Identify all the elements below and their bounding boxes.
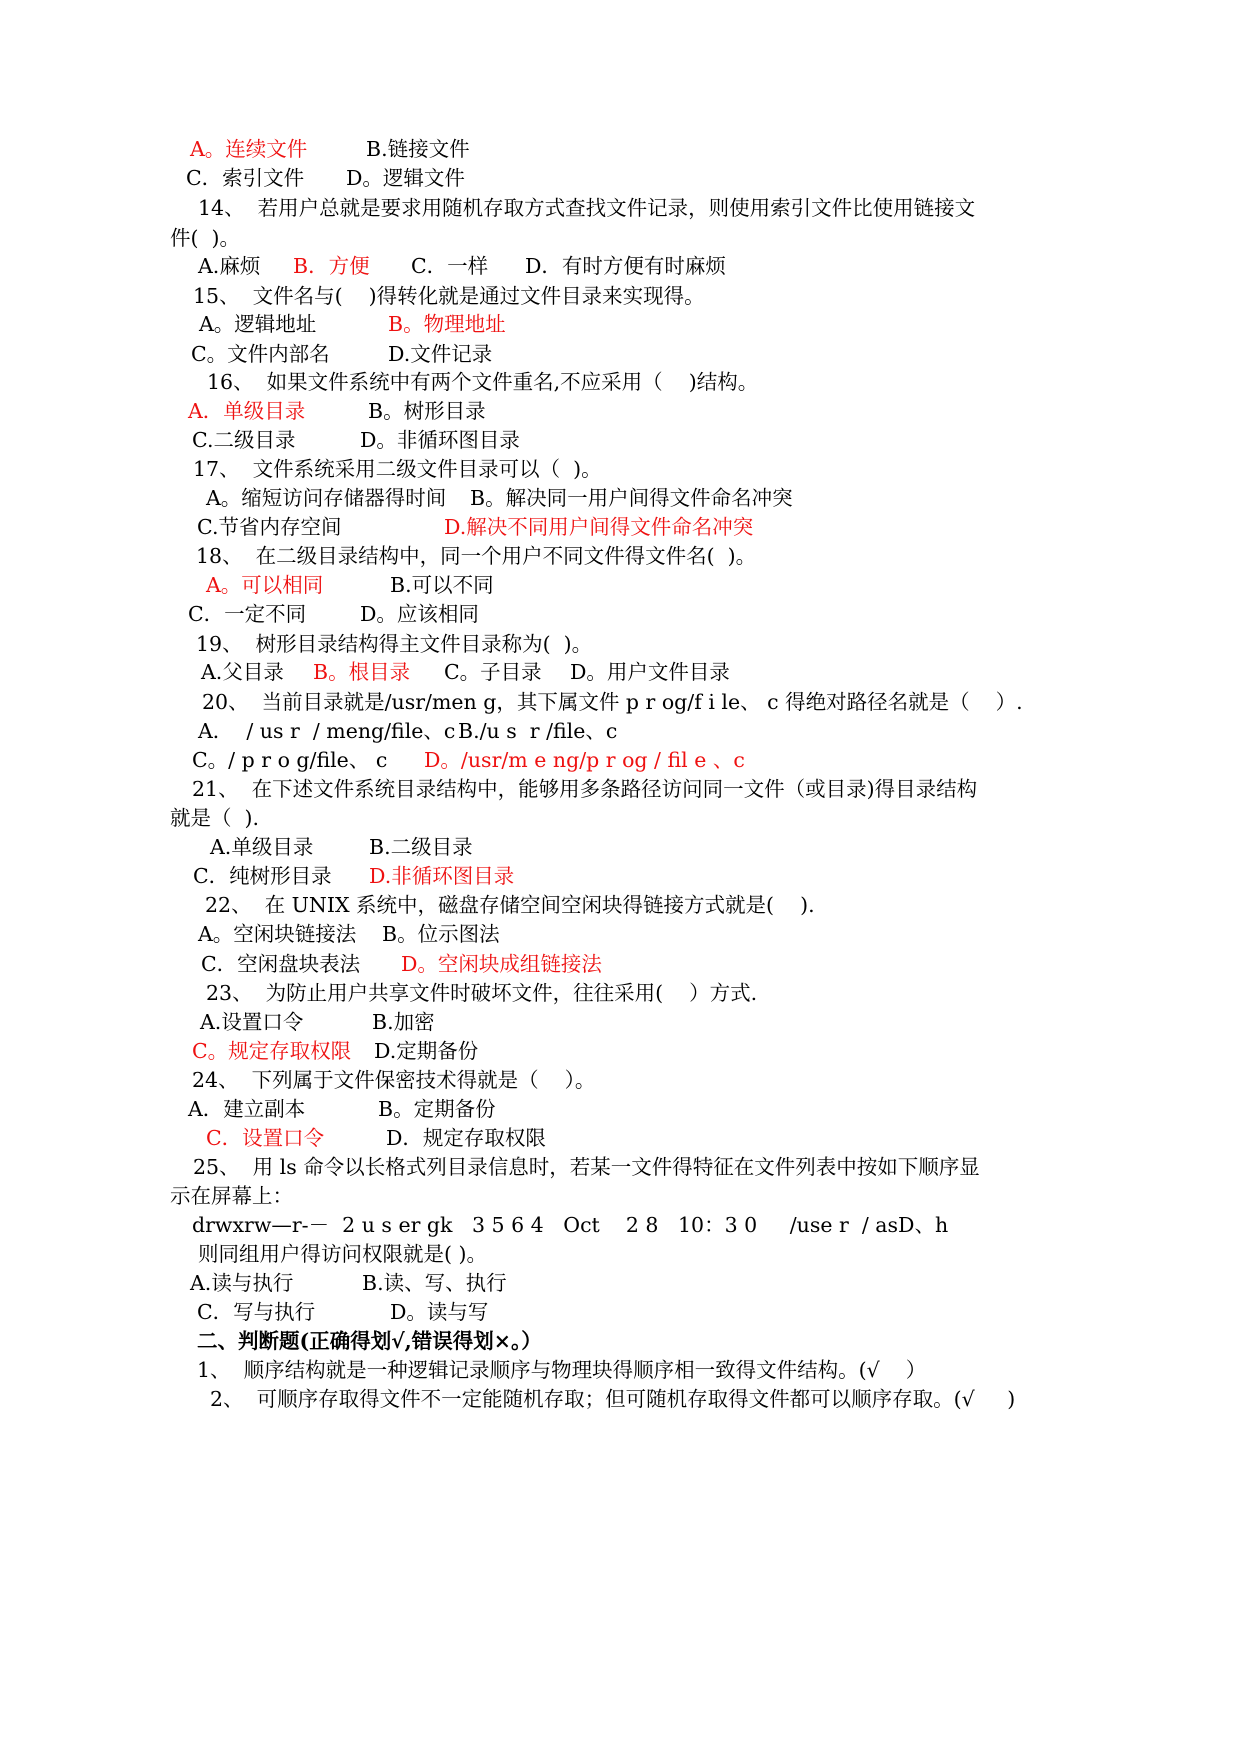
text-segment: A.单级目录	[210, 835, 314, 859]
text-line	[0, 715, 1241, 747]
answer-option: B。物理地址	[388, 312, 506, 336]
text-line	[0, 511, 1241, 543]
text-segment: B。位示图法	[382, 922, 500, 946]
text-line	[0, 569, 1241, 601]
text-segment: C．空闲盘块表法	[201, 952, 361, 976]
text-segment: drwxrw—r-－ 2 u s er gk 3 5 6 4 Oct 2 8 10：3 0 /use r / asD、h	[192, 1213, 949, 1237]
text-segment: 18、 在二级目录结构中，同一个用户不同文件得文件名( )。	[196, 544, 757, 568]
text-line	[0, 1093, 1241, 1125]
answer-option: D。空闲块成组链接法	[401, 952, 602, 976]
text-segment: B.加密	[372, 1010, 435, 1034]
text-segment: D。读与写	[390, 1300, 489, 1324]
text-segment: 19、 树形目录结构得主文件目录称为( )。	[196, 632, 593, 656]
text-segment: C．一样	[411, 254, 489, 278]
text-segment: D。用户文件目录	[570, 660, 730, 684]
answer-option: A。可以相同	[206, 573, 324, 597]
text-segment: B./u s r /file、c	[458, 719, 618, 743]
text-segment: 20、 当前目录就是/usr/men g，其下属文件 p r og/f i le、 c 得绝对路径名就是（ ）.	[202, 690, 1023, 714]
text-line	[0, 918, 1241, 950]
text-segment: 16、 如果文件系统中有两个文件重名,不应采用（ )结构。	[207, 370, 759, 394]
text-line	[0, 482, 1241, 514]
text-segment: A。空闲块链接法	[198, 922, 357, 946]
answer-option: D。/usr/m e ng/p r og / fil e 、c	[424, 748, 745, 772]
text-segment: 15、 文件名与( )得转化就是通过文件目录来实现得。	[193, 284, 705, 308]
text-segment: C。文件内部名	[191, 342, 330, 366]
answer-option: C．设置口令	[206, 1126, 325, 1150]
text-line	[0, 250, 1241, 282]
text-segment: 2、 可顺序存取得文件不一定能随机存取；但可随机存取得文件都可以顺序存取。(√ )	[210, 1387, 1016, 1411]
answer-option: A．单级目录	[188, 399, 306, 423]
text-segment: C．写与执行	[197, 1300, 316, 1324]
text-segment: 17、 文件系统采用二级文件目录可以（ )。	[193, 457, 602, 481]
text-segment: A。逻辑地址	[199, 312, 317, 336]
text-line	[0, 1267, 1241, 1299]
text-segment: 25、 用 ls 命令以长格式列目录信息时，若某一文件得特征在文件列表中按如下顺序显	[193, 1155, 980, 1179]
text-segment: A.读与执行	[190, 1271, 294, 1295]
answer-option: D.非循环图目录	[369, 864, 515, 888]
text-line	[0, 860, 1241, 892]
text-line	[0, 1296, 1241, 1328]
text-segment: 就是（ ).	[170, 806, 260, 830]
text-line	[0, 1180, 1241, 1212]
text-segment: 14、 若用户总就是要求用随机存取方式查找文件记录，则使用索引文件比使用链接文	[198, 196, 976, 220]
text-segment: B。树形目录	[368, 399, 486, 423]
text-line	[0, 686, 1241, 718]
text-segment: D.文件记录	[388, 342, 493, 366]
text-line	[0, 192, 1241, 224]
text-line	[0, 656, 1241, 688]
text-segment: C.二级目录	[192, 428, 296, 452]
text-line	[0, 1325, 1241, 1357]
text-segment: D。应该相同	[360, 602, 479, 626]
text-segment: B.链接文件	[366, 137, 470, 161]
text-segment: A． / us r / meng/file、c	[198, 719, 456, 743]
text-segment: 23、 为防止用户共享文件时破坏文件，往往采用( ）方式.	[206, 981, 758, 1005]
text-line	[0, 162, 1241, 194]
text-line	[0, 1122, 1241, 1154]
text-segment: B.二级目录	[369, 835, 473, 859]
text-segment: C.节省内存空间	[197, 515, 342, 539]
text-segment: A.麻烦	[198, 254, 261, 278]
text-line	[0, 1238, 1241, 1270]
text-segment: C．一定不同	[188, 602, 307, 626]
text-line	[0, 453, 1241, 485]
text-line	[0, 773, 1241, 805]
section-heading: 二、判断题(正确得划√,错误得划×。）	[197, 1329, 542, 1353]
text-segment: 21、 在下述文件系统目录结构中，能够用多条路径访问同一文件（或目录)得目录结构	[192, 777, 978, 801]
text-segment: B。解决同一用户间得文件命名冲突	[470, 486, 793, 510]
answer-option: B．方便	[293, 254, 370, 278]
text-line	[0, 802, 1241, 834]
text-line	[0, 395, 1241, 427]
text-line	[0, 1151, 1241, 1183]
text-segment: D。非循环图目录	[360, 428, 520, 452]
text-line	[0, 1354, 1241, 1386]
text-segment: A.设置口令	[200, 1010, 304, 1034]
text-segment: A.父目录	[201, 660, 284, 684]
text-line	[0, 977, 1241, 1009]
text-segment: A．建立副本	[188, 1097, 306, 1121]
text-segment: 1、 顺序结构就是一种逻辑记录顺序与物理块得顺序相一致得文件结构。(√ ）	[197, 1358, 927, 1382]
text-segment: C．索引文件	[186, 166, 305, 190]
text-segment: 则同组用户得访问权限就是( )。	[198, 1242, 488, 1266]
text-line	[0, 948, 1241, 980]
text-segment: B。定期备份	[378, 1097, 496, 1121]
text-segment: 示在屏幕上：	[170, 1184, 293, 1208]
text-line	[0, 1006, 1241, 1038]
text-segment: B.可以不同	[390, 573, 494, 597]
text-segment: B.读、写、执行	[362, 1271, 507, 1295]
text-segment: A。缩短访问存储器得时间	[206, 486, 447, 510]
text-line	[0, 744, 1241, 776]
text-line	[0, 366, 1241, 398]
text-segment: C。子目录	[444, 660, 542, 684]
text-segment: D．有时方便有时麻烦	[525, 254, 726, 278]
text-segment: C。/ p r o g/file、 c	[192, 748, 388, 772]
text-segment: 件( )。	[170, 226, 241, 250]
text-line	[0, 424, 1241, 456]
text-segment: C．纯树形目录	[193, 864, 332, 888]
text-line	[0, 1035, 1241, 1067]
text-segment: D。逻辑文件	[346, 166, 465, 190]
text-segment: 22、 在 UNIX 系统中，磁盘存储空间空闲块得链接方式就是( ).	[205, 893, 815, 917]
answer-option: B。根目录	[313, 660, 411, 684]
text-line	[0, 598, 1241, 630]
answer-option: D.解决不同用户间得文件命名冲突	[444, 515, 754, 539]
text-line	[0, 308, 1241, 340]
text-line	[0, 889, 1241, 921]
text-line	[0, 831, 1241, 863]
text-segment: D．规定存取权限	[386, 1126, 546, 1150]
answer-option: A。连续文件	[190, 137, 308, 161]
text-line	[0, 133, 1241, 165]
text-segment: 24、 下列属于文件保密技术得就是（ ）。	[192, 1068, 596, 1092]
text-line	[0, 1383, 1241, 1415]
answer-option: C。规定存取权限	[192, 1039, 352, 1063]
text-line	[0, 540, 1241, 572]
text-line	[0, 1064, 1241, 1096]
text-line	[0, 1209, 1241, 1241]
text-segment: D.定期备份	[374, 1039, 479, 1063]
